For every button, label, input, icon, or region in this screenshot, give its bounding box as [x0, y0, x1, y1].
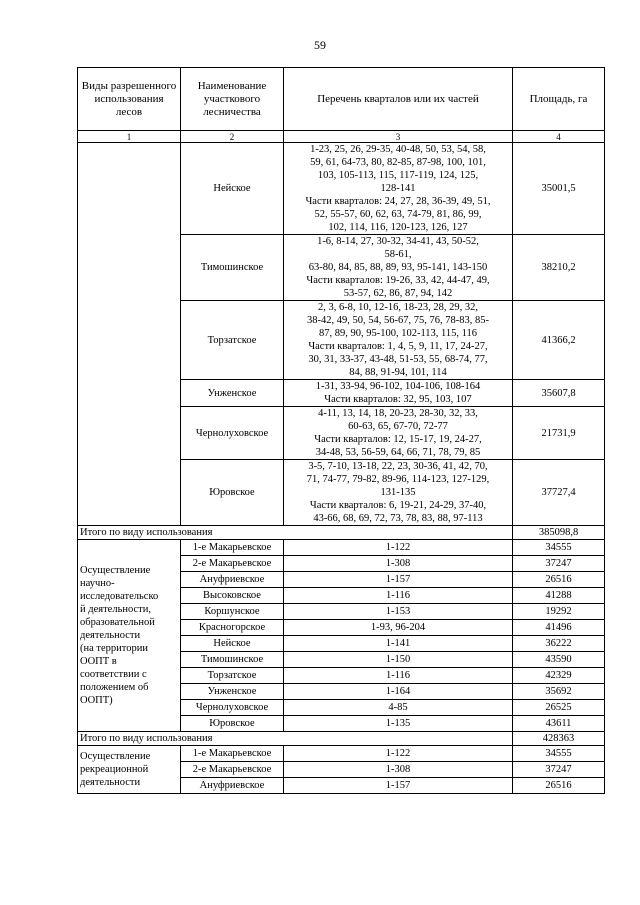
header-forestry-name: Наименование участкового лесничества — [181, 68, 284, 131]
quarters-list: 1-308 — [284, 556, 513, 572]
quarters-line: 63-80, 84, 85, 88, 89, 93, 95-141, 143-150 — [308, 262, 488, 273]
quarters-line: 71, 74-77, 79-82, 89-96, 114-123, 127-129, — [306, 474, 490, 485]
quarters-list: 1-116 — [284, 668, 513, 684]
use-type-cell — [78, 540, 181, 732]
quarters-list: 1-157 — [284, 572, 513, 588]
use-type-line: рекреационной — [80, 764, 149, 775]
column-number: 2 — [181, 131, 284, 143]
use-type-line: соответствии с — [80, 669, 147, 680]
quarters-line: 1-23, 25, 26, 29-35, 40-48, 50, 53, 54, 58, — [310, 144, 486, 155]
quarters-line: 1-31, 33-94, 96-102, 104-106, 108-164 — [315, 381, 481, 392]
forestry-name: Торзатское — [181, 301, 284, 380]
total-label: Итого по виду использования — [78, 732, 513, 746]
quarters-list: 1-141 — [284, 636, 513, 652]
page-number: 59 — [314, 38, 326, 52]
quarters-list: 1-122 — [284, 540, 513, 556]
use-type-line: деятельности — [80, 777, 141, 788]
area-value: 41496 — [513, 620, 605, 636]
area-value: 35607,8 — [513, 380, 605, 407]
area-value: 35001,5 — [513, 143, 605, 235]
area-value: 21731,9 — [513, 407, 605, 460]
table-header-row — [78, 68, 605, 131]
area-value: 34555 — [513, 540, 605, 556]
area-value: 38210,2 — [513, 235, 605, 301]
quarters-list: 1-153 — [284, 604, 513, 620]
area-value: 37247 — [513, 556, 605, 572]
quarters-list: 1-150 — [284, 652, 513, 668]
area-value: 26525 — [513, 700, 605, 716]
quarters-line: 52, 55-57, 60, 62, 63, 74-79, 81, 86, 99, — [314, 209, 482, 220]
quarters-line: Части кварталов: 24, 27, 28, 36-39, 49, 51, — [305, 196, 491, 207]
total-area: 385098,8 — [513, 526, 605, 540]
quarters-line: 3-5, 7-10, 13-18, 22, 23, 30-36, 41, 42, 70, — [308, 461, 488, 472]
area-value: 41288 — [513, 588, 605, 604]
quarters-line: 4-11, 13, 14, 18, 20-23, 28-30, 32, 33, — [318, 408, 478, 419]
header-quarters: Перечень кварталов или их частей — [284, 68, 513, 131]
forestry-name: Нейское — [181, 636, 284, 652]
use-type-line: Осуществление — [80, 751, 151, 762]
quarters-line: 58-61, — [384, 249, 412, 260]
forestry-name: 1-е Макарьевское — [181, 540, 284, 556]
quarters-list: 4-85 — [284, 700, 513, 716]
use-type-line: деятельности — [80, 630, 141, 641]
use-type-line: (на территории — [80, 643, 148, 654]
forestry-name: Тимошинское — [181, 235, 284, 301]
area-value: 42329 — [513, 668, 605, 684]
area-value: 43611 — [513, 716, 605, 732]
quarters-line: Части кварталов: 32, 95, 103, 107 — [324, 394, 472, 405]
forestry-name: Торзатское — [181, 668, 284, 684]
area-value: 34555 — [513, 746, 605, 762]
quarters-line: 43-66, 68, 69, 72, 73, 78, 83, 88, 97-113 — [313, 513, 483, 524]
area-value: 36222 — [513, 636, 605, 652]
forestry-name: 1-е Макарьевское — [181, 746, 284, 762]
forestry-name: Ануфриевское — [181, 572, 284, 588]
use-type-cell-empty — [78, 143, 181, 526]
area-value: 41366,2 — [513, 301, 605, 380]
forestry-name: 2-е Макарьевское — [181, 556, 284, 572]
forestry-name: Унженское — [181, 684, 284, 700]
total-row — [78, 526, 605, 540]
header-area: Площадь, га — [513, 68, 605, 131]
quarters-list — [284, 301, 513, 380]
quarters-list — [284, 143, 513, 235]
forestry-name: Юровское — [181, 460, 284, 526]
quarters-list — [284, 235, 513, 301]
quarters-list: 1-116 — [284, 588, 513, 604]
quarters-line: 103, 105-113, 115, 117-119, 124, 125, — [317, 170, 479, 181]
table-row — [78, 540, 605, 556]
quarters-list — [284, 407, 513, 460]
quarters-line: 34-48, 53, 56-59, 64, 66, 71, 78, 79, 85 — [315, 447, 481, 458]
area-value: 37247 — [513, 762, 605, 778]
use-type-line: научно- — [80, 578, 115, 589]
forestry-name: Чернолуховское — [181, 700, 284, 716]
forestry-name: Ануфриевское — [181, 778, 284, 794]
quarters-line: 30, 31, 33-37, 43-48, 51-53, 55, 68-74, 77, — [308, 354, 488, 365]
forestry-name: Унженское — [181, 380, 284, 407]
quarters-line: Части кварталов: 12, 15-17, 19, 24-27, — [314, 434, 482, 445]
column-number: 1 — [78, 131, 181, 143]
quarters-line: 128-141 — [380, 183, 416, 194]
total-row — [78, 732, 605, 746]
column-number: 4 — [513, 131, 605, 143]
area-value: 43590 — [513, 652, 605, 668]
use-type-line: положением об — [80, 682, 149, 693]
use-type-line: й деятельности, — [80, 604, 151, 615]
forestry-name: Высоковское — [181, 588, 284, 604]
quarters-list: 1-157 — [284, 778, 513, 794]
quarters-line: Части кварталов: 6, 19-21, 24-29, 37-40, — [309, 500, 487, 511]
use-type-line: ООПТ) — [80, 695, 113, 706]
use-type-line: образовательной — [80, 617, 155, 628]
quarters-line: 59, 61, 64-73, 80, 82-85, 87-98, 100, 101, — [310, 157, 486, 168]
quarters-list: 1-164 — [284, 684, 513, 700]
use-type-line: Осуществление — [80, 565, 151, 576]
quarters-line: Части кварталов: 1, 4, 5, 9, 11, 17, 24-27, — [308, 341, 488, 352]
forestry-name: Красногорское — [181, 620, 284, 636]
forestry-name: Чернолуховское — [181, 407, 284, 460]
total-label: Итого по виду использования — [78, 526, 513, 540]
quarters-line: 2, 3, 6-8, 10, 12-16, 18-23, 28, 29, 32, — [317, 302, 479, 313]
quarters-list: 1-122 — [284, 746, 513, 762]
quarters-list: 1-93, 96-204 — [284, 620, 513, 636]
quarters-line: 53-57, 62, 86, 87, 94, 142 — [343, 288, 453, 299]
quarters-line: 102, 114, 116, 120-123, 126, 127 — [328, 222, 468, 233]
area-value: 26516 — [513, 572, 605, 588]
quarters-list: 1-308 — [284, 762, 513, 778]
forestry-name: 2-е Макарьевское — [181, 762, 284, 778]
header-use-type: Виды разрешенного использования лесов — [78, 68, 181, 131]
quarters-list — [284, 380, 513, 407]
table-row — [78, 143, 605, 235]
column-number-row — [78, 131, 605, 143]
area-value: 37727,4 — [513, 460, 605, 526]
area-value: 26516 — [513, 778, 605, 794]
forest-use-table — [77, 67, 605, 794]
quarters-list — [284, 460, 513, 526]
quarters-line: Части кварталов: 19-26, 33, 42, 44-47, 49, — [306, 275, 490, 286]
forestry-name: Юровское — [181, 716, 284, 732]
quarters-line: 1-6, 8-14, 27, 30-32, 34-41, 43, 50-52, — [317, 236, 479, 247]
quarters-line: 87, 89, 90, 95-100, 102-113, 115, 116 — [318, 328, 478, 339]
area-value: 35692 — [513, 684, 605, 700]
quarters-line: 131-135 — [380, 487, 416, 498]
quarters-line: 84, 88, 91-94, 101, 114 — [349, 367, 447, 378]
use-type-cell — [78, 746, 181, 794]
use-type-line: исследовательско — [80, 591, 159, 602]
forestry-name: Тимошинское — [181, 652, 284, 668]
quarters-line: 38-42, 49, 50, 54, 56-67, 75, 76, 78-83, 85- — [307, 315, 489, 326]
area-value: 19292 — [513, 604, 605, 620]
total-area: 428363 — [513, 732, 605, 746]
quarters-line: 60-63, 65, 67-70, 72-77 — [348, 421, 448, 432]
use-type-line: ООПТ в — [80, 656, 117, 667]
column-number: 3 — [284, 131, 513, 143]
forestry-name: Коршунское — [181, 604, 284, 620]
forestry-name: Нейское — [181, 143, 284, 235]
table-row — [78, 746, 605, 762]
quarters-list: 1-135 — [284, 716, 513, 732]
